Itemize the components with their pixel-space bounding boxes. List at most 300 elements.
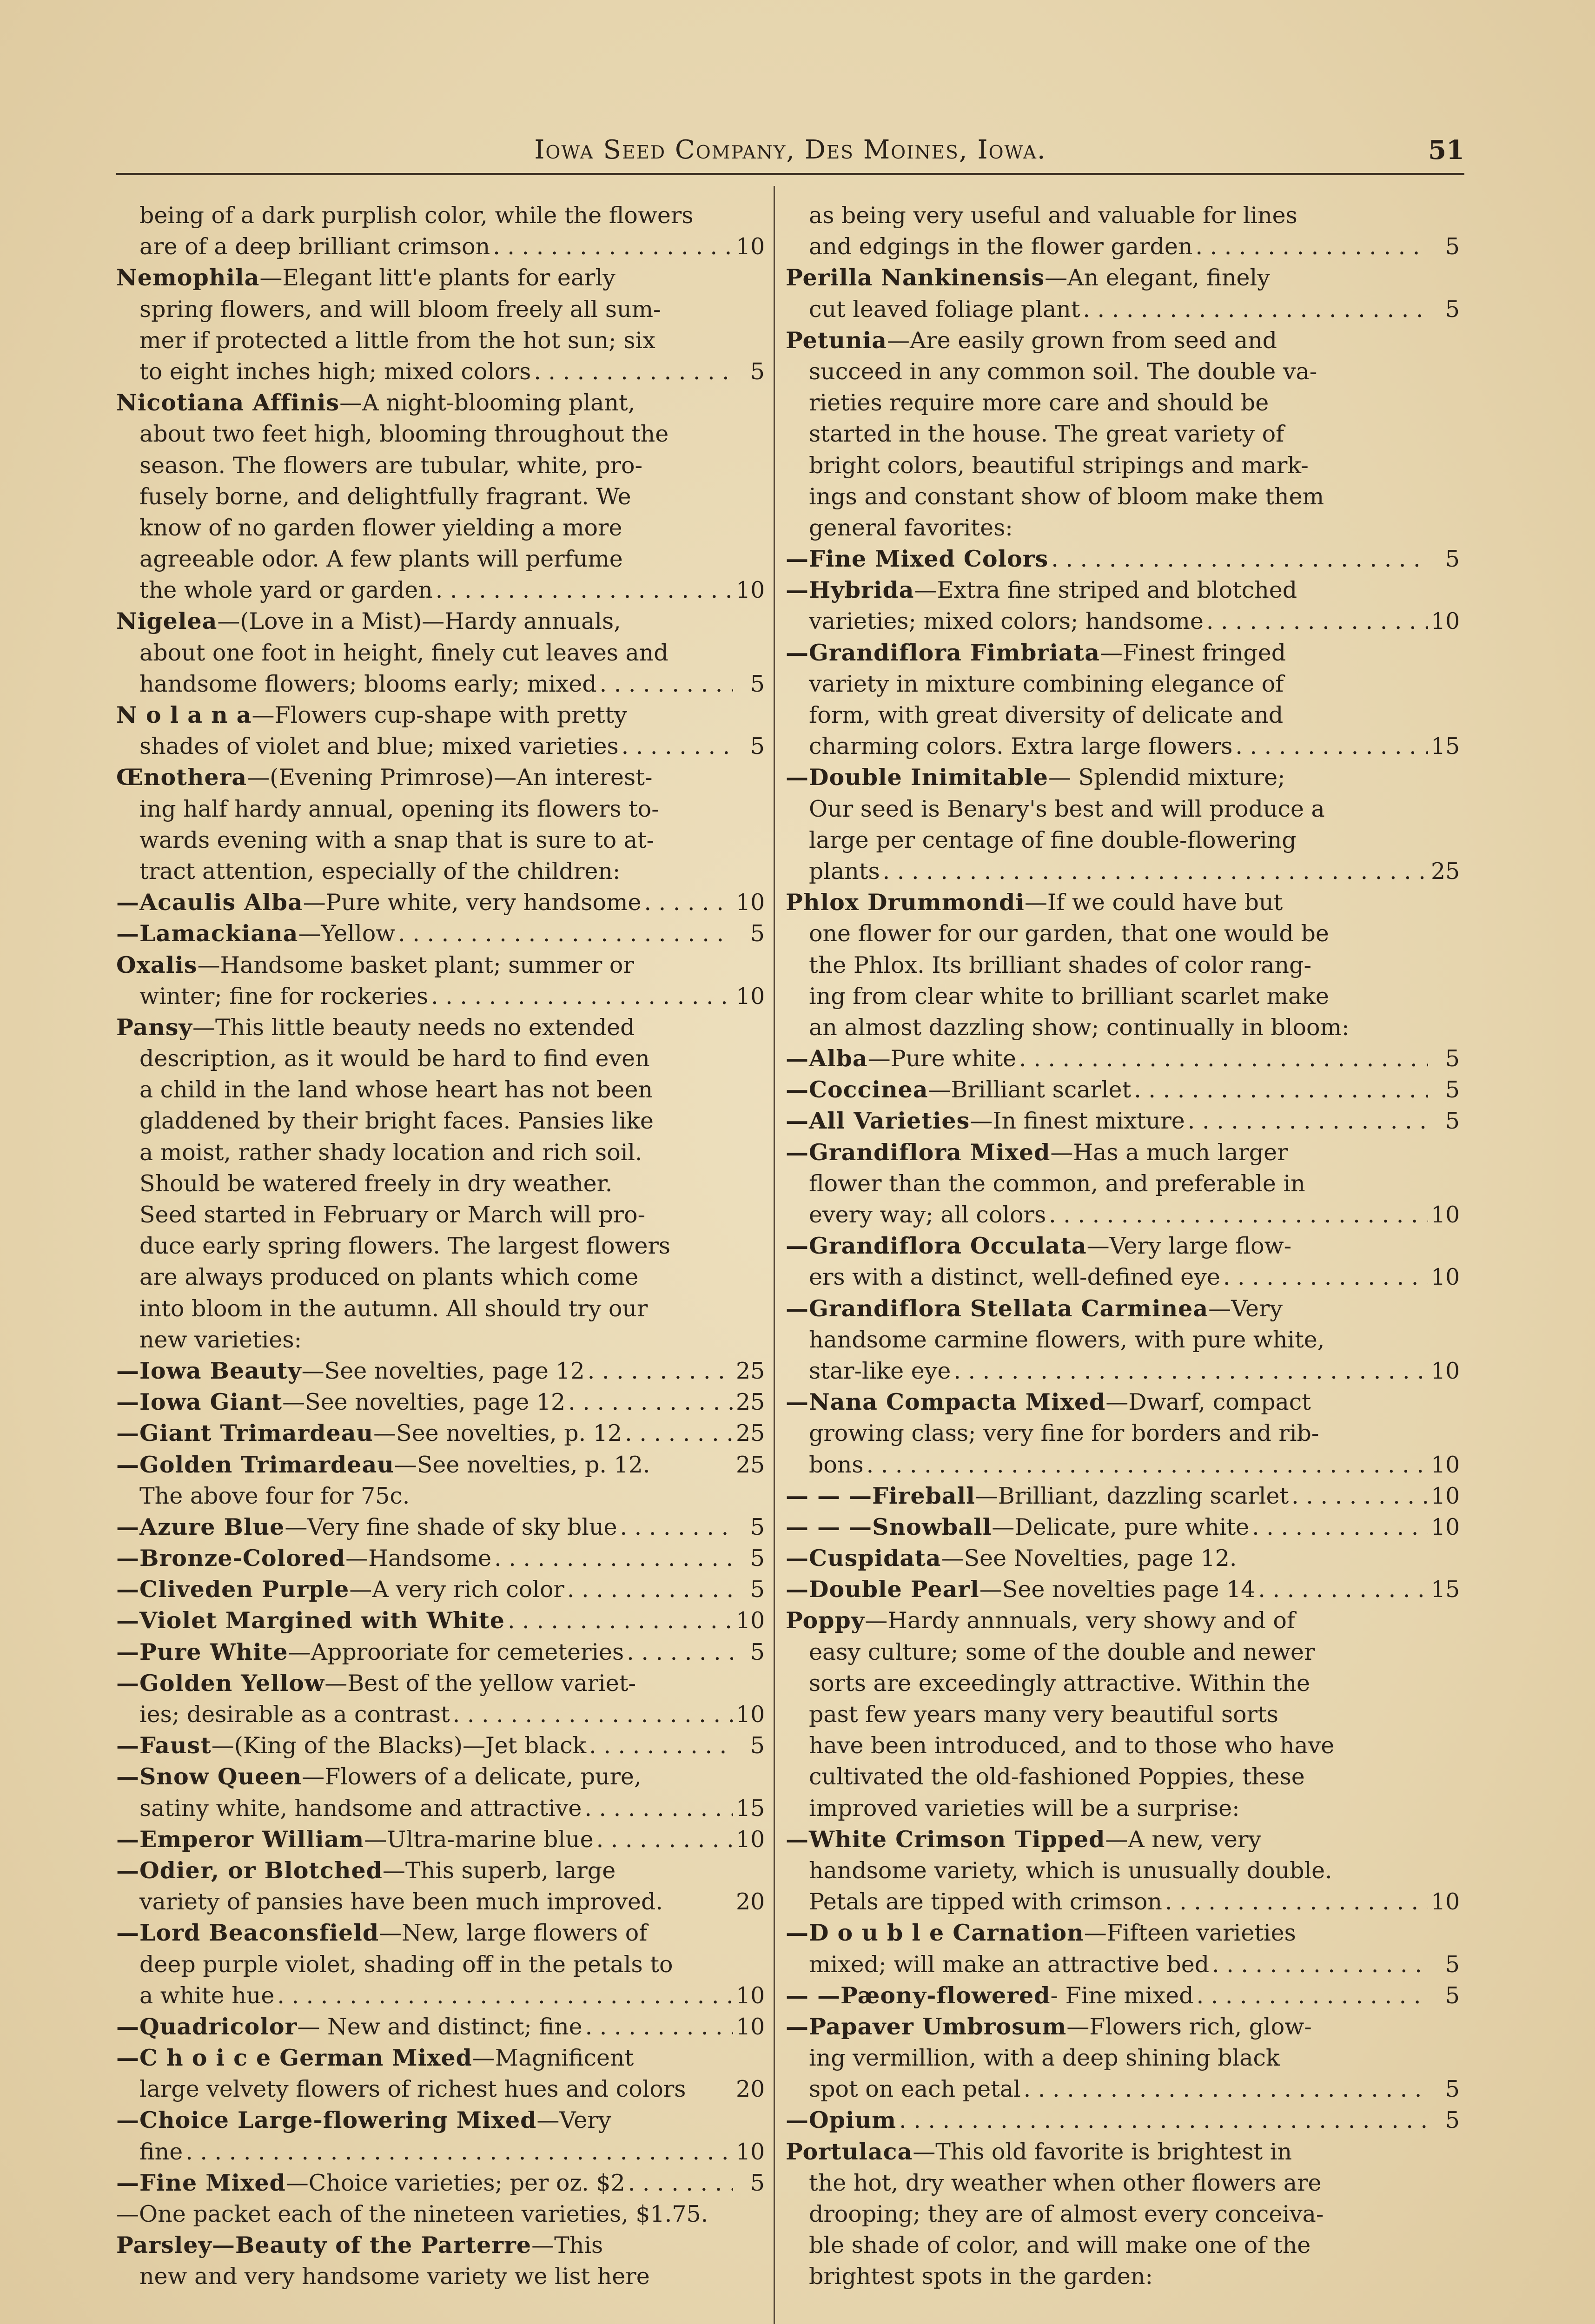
catalog-entry-line	[116, 1605, 765, 1636]
entry-text: an almost dazzling show; continually in bloom:	[809, 1014, 1350, 1041]
entry-text: star-like eye	[809, 1357, 951, 1384]
entry-text: —This	[531, 2232, 603, 2259]
entry-text: —Brilliant, dazzling scarlet	[975, 1482, 1289, 1509]
catalog-entry-line	[116, 918, 765, 949]
entry-text: —One packet each of the nineteen varieties, $1.75.	[116, 2201, 708, 2227]
entry-name: Œnothera	[116, 764, 247, 791]
text-line	[786, 1793, 1460, 1824]
catalog-entry-line	[786, 2011, 1460, 2042]
dot-leader	[625, 1418, 733, 1449]
text-line	[116, 200, 765, 231]
entry-text: general favorites:	[809, 514, 1013, 541]
price: 5	[750, 1545, 765, 1572]
dot-leader	[1223, 1261, 1428, 1293]
price: 5	[1445, 1982, 1460, 2009]
entry-text: agreeable odor. A few plants will perfume	[139, 546, 623, 573]
entry-name: —Choice Large-flowering Mixed	[116, 2106, 537, 2134]
text-line	[786, 606, 1460, 637]
price: 10	[736, 1826, 765, 1853]
entry-name: —C h o i c e German Mixed	[116, 2044, 472, 2072]
catalog-entry-line	[116, 1543, 765, 1574]
entry-text: Should be watered freely in dry weather.	[139, 1170, 613, 1197]
entry-text: —Choice varieties; per oz. $2	[285, 2169, 625, 2196]
entry-text: The above four for 75c.	[139, 1482, 410, 1509]
text-line	[786, 2073, 1460, 2105]
entry-text: a moist, rather shady location and rich soil.	[139, 1139, 642, 1166]
entry-name: Nigelea	[116, 607, 218, 635]
price: 5	[1445, 1045, 1460, 1072]
catalog-entry-line	[116, 1761, 765, 1792]
entry-text: —(Love in a Mist)—Hardy annuals,	[217, 608, 621, 635]
catalog-entry-line	[116, 1386, 765, 1418]
catalog-entry-line	[116, 606, 765, 637]
entry-name: N o l a n a	[116, 701, 252, 728]
catalog-entry-line	[116, 2230, 765, 2261]
price: 25	[736, 1451, 765, 1478]
entry-name: —Golden Trimardeau	[116, 1451, 394, 1478]
entry-name: —Golden Yellow	[116, 1669, 325, 1697]
dot-leader	[493, 231, 733, 262]
entry-name: —Faust	[116, 1732, 212, 1759]
entry-text: —Very large flow-	[1086, 1233, 1292, 1260]
entry-name: —Grandiflora Stellata Carminea	[786, 1294, 1209, 1322]
text-line	[116, 1293, 765, 1324]
price: 5	[750, 1576, 765, 1603]
entry-text: —See novelties, page 12	[301, 1357, 585, 1384]
price: 10	[736, 233, 765, 260]
entry-name: Portulaca	[786, 2138, 913, 2165]
text-line	[786, 1699, 1460, 1730]
dot-leader	[1049, 1199, 1428, 1230]
entry-name: —Acaulis Alba	[116, 889, 303, 916]
dot-leader	[584, 1793, 733, 1824]
catalog-entry-line	[116, 1730, 765, 1761]
entry-text: —Magnificent	[472, 2045, 634, 2072]
entry-name: —Iowa Giant	[116, 1388, 283, 1416]
entry-text: cut leaved foliage plant	[809, 296, 1080, 323]
dot-leader	[1258, 1574, 1428, 1605]
entry-text: - Fine mixed	[1050, 1982, 1194, 2009]
dot-leader	[600, 668, 733, 700]
dot-leader	[867, 1449, 1428, 1480]
entry-text: handsome carmine flowers, with pure white,	[809, 1326, 1325, 1353]
text-line	[116, 1168, 765, 1199]
entry-text: fusely borne, and delightfully fragrant. We	[139, 483, 631, 510]
entry-text: mer if protected a little from the hot sun; six	[139, 327, 655, 354]
entry-name: — — —Fireball	[786, 1482, 975, 1509]
entry-name: Phlox Drummondi	[786, 889, 1025, 916]
entry-text: —An elegant, finely	[1045, 264, 1270, 291]
entry-text: deep purple violet, shading off in the petals to	[139, 1951, 673, 1978]
catalog-entry-line	[116, 2011, 765, 2042]
entry-text: ing half hardy annual, opening its flowers to-	[139, 795, 659, 822]
entry-name: —Odier, or Blotched	[116, 1856, 383, 1884]
dot-leader	[534, 356, 733, 387]
entry-text: —Very	[536, 2107, 611, 2134]
entry-text: —Flowers cup-shape with pretty	[251, 702, 627, 728]
catalog-entry-line	[786, 1230, 1460, 1261]
dot-leader	[1083, 294, 1428, 325]
dot-leader	[1197, 1980, 1428, 2011]
entry-text: —Has a much larger	[1050, 1139, 1288, 1166]
dot-leader	[1291, 1480, 1428, 1512]
column-divider	[774, 186, 775, 2324]
dot-leader	[628, 2167, 733, 2199]
entry-text: about two feet high, blooming throughout the	[139, 421, 669, 448]
text-line	[786, 2230, 1460, 2261]
text-line	[116, 574, 765, 606]
text-line	[786, 1324, 1460, 1355]
entry-text: spot on each petal	[809, 2076, 1021, 2103]
text-line	[116, 512, 765, 543]
entry-text: — New and distinct; fine	[297, 2013, 582, 2040]
price: 15	[736, 1795, 765, 1822]
header-rule	[116, 173, 1464, 175]
price: 10	[736, 577, 765, 604]
entry-text: rieties require more care and should be	[809, 390, 1269, 416]
catalog-entry-line	[116, 950, 765, 981]
dot-leader	[1165, 1886, 1428, 1917]
text-line	[116, 1199, 765, 1230]
text-line	[116, 543, 765, 574]
entry-name: —Bronze-Colored	[116, 1545, 346, 1572]
entry-text: —(Evening Primrose)—An interest-	[247, 764, 653, 791]
text-line	[116, 418, 765, 449]
entry-text: wards evening with a snap that is sure to at-	[139, 826, 655, 853]
entry-name: Nicotiana Affinis	[116, 389, 340, 416]
catalog-entry-line	[786, 1074, 1460, 1105]
entry-text: the hot, dry weather when other flowers are	[809, 2169, 1322, 2196]
text-line	[116, 1137, 765, 1168]
entry-name: —Grandiflora Mixed	[786, 1138, 1051, 1166]
entry-text: —This little beauty needs no extended	[192, 1014, 635, 1041]
text-line	[116, 1980, 765, 2011]
entry-text: duce early spring flowers. The largest flowers	[139, 1233, 671, 1260]
entry-text: large per centage of fine double-flowering	[809, 826, 1297, 853]
text-line	[786, 2167, 1460, 2199]
price: 25	[736, 1420, 765, 1447]
entry-text: variety in mixture combining elegance of	[809, 670, 1284, 697]
entry-text: —Handsome basket plant; summer or	[197, 951, 634, 978]
catalog-entry-line	[786, 1543, 1460, 1574]
catalog-entry-line	[116, 2167, 765, 2199]
entry-text: —Brilliant scarlet	[928, 1076, 1132, 1103]
catalog-entry-line	[116, 387, 765, 418]
entry-text: as being very useful and valuable for lines	[809, 202, 1297, 229]
price: 20	[736, 2076, 765, 2103]
price: 10	[736, 1982, 765, 2009]
entry-text: —Approoriate for cemeteries	[288, 1638, 624, 1665]
entry-name: —Lamackiana	[116, 920, 298, 947]
entry-text: ing from clear white to brilliant scarlet make	[809, 983, 1329, 1010]
entry-text: ers with a distinct, well-defined eye	[809, 1264, 1220, 1291]
catalog-entry-line	[786, 1824, 1460, 1855]
entry-name: —D o u b l e Carnation	[786, 1919, 1084, 1947]
text-line	[116, 981, 765, 1012]
text-line	[116, 668, 765, 700]
entry-text: bright colors, beautiful stripings and mark-	[809, 452, 1309, 479]
text-line	[786, 231, 1460, 262]
entry-text: easy culture; some of the double and newer	[809, 1638, 1315, 1665]
text-line	[786, 700, 1460, 731]
entry-text: a child in the land whose heart has not been	[139, 1076, 653, 1103]
entry-text: —Flowers rich, glow-	[1066, 2013, 1312, 2040]
dot-leader	[596, 1824, 733, 1855]
price: 5	[1445, 2076, 1460, 2103]
catalog-entry-line	[116, 762, 765, 793]
text-line	[786, 200, 1460, 231]
entry-name: —Opium	[786, 2106, 897, 2134]
page-number: 51	[1428, 135, 1464, 165]
text-line	[116, 2199, 765, 2230]
text-line	[116, 1230, 765, 1261]
entry-name: —Alba	[786, 1045, 868, 1072]
entry-text: know of no garden flower yielding a more	[139, 514, 622, 541]
entry-name: Parsley—Beauty of the Parterre	[116, 2232, 532, 2259]
price: 15	[1431, 733, 1460, 760]
catalog-entry-line	[786, 1386, 1460, 1418]
entry-text: ings and constant show of bloom make them	[809, 483, 1324, 510]
text-line	[116, 1105, 765, 1136]
entry-text: ing vermillion, with a deep shining black	[809, 2045, 1280, 2072]
dot-leader	[585, 2011, 733, 2042]
entry-text: the Phlox. Its brilliant shades of color rang-	[809, 951, 1312, 978]
entry-name: —Fine Mixed	[116, 2169, 286, 2196]
text-line	[116, 356, 765, 387]
right-column	[786, 200, 1460, 2292]
price: 10	[1431, 1888, 1460, 1915]
dot-leader	[953, 1355, 1428, 1386]
text-line	[786, 418, 1460, 449]
text-line	[116, 1261, 765, 1293]
entry-name: —Grandiflora Fimbriata	[786, 639, 1100, 666]
entry-text: Our seed is Benary's best and will produce a	[809, 795, 1325, 822]
catalog-entry-line	[116, 1855, 765, 1886]
price: 10	[1431, 608, 1460, 635]
entry-text: growing class; very fine for borders and rib-	[809, 1420, 1319, 1447]
dot-leader	[1024, 2073, 1428, 2105]
text-line	[786, 1886, 1460, 1917]
dot-leader	[1212, 1949, 1428, 1980]
catalog-entry-line	[116, 2042, 765, 2073]
entry-text: started in the house. The great variety of	[809, 421, 1284, 448]
price: 20	[736, 1888, 765, 1915]
price: 10	[736, 1607, 765, 1634]
entry-text: — Splendid mixture;	[1048, 764, 1285, 791]
price: 5	[750, 2169, 765, 2196]
entry-text: plants	[809, 858, 880, 885]
entry-text: season. The flowers are tubular, white, pro-	[139, 452, 643, 479]
entry-name: —Coccinea	[786, 1076, 928, 1103]
catalog-entry-line	[116, 1355, 765, 1386]
price: 5	[1445, 1108, 1460, 1135]
text-line	[786, 2042, 1460, 2073]
price: 10	[1431, 1482, 1460, 1509]
catalog-entry-line	[116, 1917, 765, 1948]
catalog-entry-line	[786, 1293, 1460, 1324]
dot-leader	[453, 1699, 733, 1730]
entry-text: brightest spots in the garden:	[809, 2263, 1153, 2290]
entry-text: —A night-blooming plant,	[339, 390, 635, 416]
text-line	[116, 793, 765, 825]
text-line	[116, 450, 765, 481]
entry-name: —Azure Blue	[116, 1513, 285, 1540]
dot-leader	[1134, 1074, 1428, 1105]
entry-text: —Elegant litt'e plants for early	[259, 264, 615, 291]
entry-text: new and very handsome variety we list here	[139, 2263, 650, 2290]
entry-name: —Iowa Beauty	[116, 1357, 302, 1384]
entry-text: the whole yard or garden	[139, 577, 433, 604]
entry-text: —Hardy annnuals, very showy and of	[865, 1607, 1295, 1634]
text-line	[786, 1418, 1460, 1449]
price: 5	[750, 670, 765, 697]
entry-text: fine	[139, 2138, 183, 2165]
text-line	[116, 231, 765, 262]
price: 10	[736, 889, 765, 916]
entry-text: —Are easily grown from seed and	[887, 327, 1277, 354]
price: 5	[750, 733, 765, 760]
entry-text: have been introduced, and to those who have	[809, 1732, 1335, 1759]
text-line	[116, 481, 765, 512]
text-line	[786, 793, 1460, 825]
price: 25	[736, 1389, 765, 1416]
price: 5	[1445, 2107, 1460, 2134]
dot-leader	[622, 731, 733, 762]
page-header	[116, 135, 1464, 172]
entry-name: —Emperor William	[116, 1825, 364, 1853]
entry-name: —Snow Queen	[116, 1763, 302, 1790]
entry-text: satiny white, handsome and attractive	[139, 1795, 582, 1822]
entry-name: —Cuspidata	[786, 1545, 941, 1572]
price: 5	[1445, 1951, 1460, 1978]
text-line	[786, 1261, 1460, 1293]
dot-leader	[1252, 1512, 1428, 1543]
entry-text: —Extra fine striped and blotched	[914, 577, 1297, 604]
text-line	[786, 1637, 1460, 1668]
price: 5	[750, 1732, 765, 1759]
entry-text: form, with great diversity of delicate and	[809, 702, 1284, 728]
text-line	[116, 2261, 765, 2292]
dot-leader	[185, 2136, 733, 2167]
text-line	[116, 1480, 765, 1512]
dot-leader	[620, 1512, 733, 1543]
entry-name: —Violet Margined with White	[116, 1607, 505, 1634]
dot-leader	[1019, 1043, 1428, 1074]
text-line	[116, 1043, 765, 1074]
entry-text: —See novelties page 14	[979, 1576, 1256, 1603]
price: 25	[736, 1357, 765, 1384]
entry-name: Nemophila	[116, 264, 260, 291]
price: 10	[736, 2138, 765, 2165]
dot-leader	[589, 1730, 733, 1761]
running-title: Iowa Seed Company, Des Moines, Iowa.	[534, 135, 1046, 165]
entry-name: —Giant Trimardeau	[116, 1419, 374, 1447]
catalog-entry-line	[786, 762, 1460, 793]
dot-leader	[1051, 543, 1428, 574]
price: 5	[1445, 546, 1460, 573]
text-line	[786, 668, 1460, 700]
entry-text: ble shade of color, and will make one of the	[809, 2232, 1311, 2259]
entry-text: Petals are tipped with crimson	[809, 1888, 1162, 1915]
entry-text: new varieties:	[139, 1326, 302, 1353]
text-line	[116, 825, 765, 856]
text-line	[786, 1168, 1460, 1199]
text-line	[786, 387, 1460, 418]
text-line	[786, 356, 1460, 387]
entry-text: gladdened by their bright faces. Pansies like	[139, 1108, 654, 1135]
entry-name: — —Pæony-flowered	[786, 1981, 1051, 2009]
entry-name: — — —Snowball	[786, 1513, 992, 1540]
catalog-entry-line	[116, 1012, 765, 1043]
entry-text: —A new, very	[1105, 1826, 1261, 1853]
text-line	[786, 731, 1460, 762]
entry-text: —Ultra-marine blue	[364, 1826, 594, 1853]
text-line	[116, 294, 765, 325]
text-line	[786, 825, 1460, 856]
catalog-entry-line	[786, 887, 1460, 918]
text-line	[786, 1355, 1460, 1386]
catalog-entry-line	[116, 1574, 765, 1605]
entry-text: —Delicate, pure white	[992, 1513, 1250, 1540]
price: 10	[736, 983, 765, 1010]
catalog-entry-line	[786, 543, 1460, 574]
text-line	[116, 1324, 765, 1355]
text-line	[116, 1074, 765, 1105]
price: 5	[1445, 1076, 1460, 1103]
entry-text: succeed in any common soil. The double va-	[809, 358, 1317, 385]
left-column	[116, 200, 765, 2292]
catalog-entry-line	[116, 1449, 765, 1480]
text-line	[786, 450, 1460, 481]
entry-text: —Yellow	[298, 920, 396, 947]
dot-leader	[431, 981, 733, 1012]
text-line	[786, 1449, 1460, 1480]
text-line	[116, 1949, 765, 1980]
entry-text: being of a dark purplish color, while the flowers	[139, 202, 694, 229]
catalog-entry-line	[786, 1980, 1460, 2011]
dot-leader	[494, 1543, 733, 1574]
entry-text: description, as it would be hard to find even	[139, 1045, 650, 1072]
entry-text: —If we could have but	[1024, 889, 1283, 916]
catalog-entry-line	[786, 2105, 1460, 2136]
entry-text: large velvety flowers of richest hues and colors	[139, 2076, 686, 2103]
catalog-entry-line	[786, 1605, 1460, 1636]
entry-text: bons	[809, 1451, 864, 1478]
price: 5	[750, 1513, 765, 1540]
dot-leader	[883, 856, 1428, 887]
entry-name: Petunia	[786, 326, 887, 354]
entry-name: —Quadricolor	[116, 2013, 298, 2040]
catalog-entry-line	[786, 637, 1460, 668]
dot-leader	[277, 1980, 733, 2011]
entry-text: —See novelties, p. 12.	[394, 1451, 650, 1478]
entry-text: handsome flowers; blooms early; mixed	[139, 670, 597, 697]
entry-text: are always produced on plants which come	[139, 1264, 639, 1291]
text-line	[116, 856, 765, 887]
dot-leader	[627, 1637, 733, 1668]
entry-text: —Handsome	[345, 1545, 492, 1572]
catalog-entry-line	[116, 1418, 765, 1449]
price: 10	[736, 1701, 765, 1728]
price: 25	[1431, 858, 1460, 885]
entry-text: about one foot in height, finely cut leaves and	[139, 639, 668, 666]
dot-leader	[644, 887, 733, 918]
entry-text: —A very rich color	[349, 1576, 564, 1603]
entry-text: one flower for our garden, that one would be	[809, 920, 1329, 947]
entry-text: cultivated the old-fashioned Poppies, these	[809, 1763, 1305, 1790]
entry-text: —Pure white, very handsome	[303, 889, 642, 916]
catalog-entry-line	[116, 1637, 765, 1668]
